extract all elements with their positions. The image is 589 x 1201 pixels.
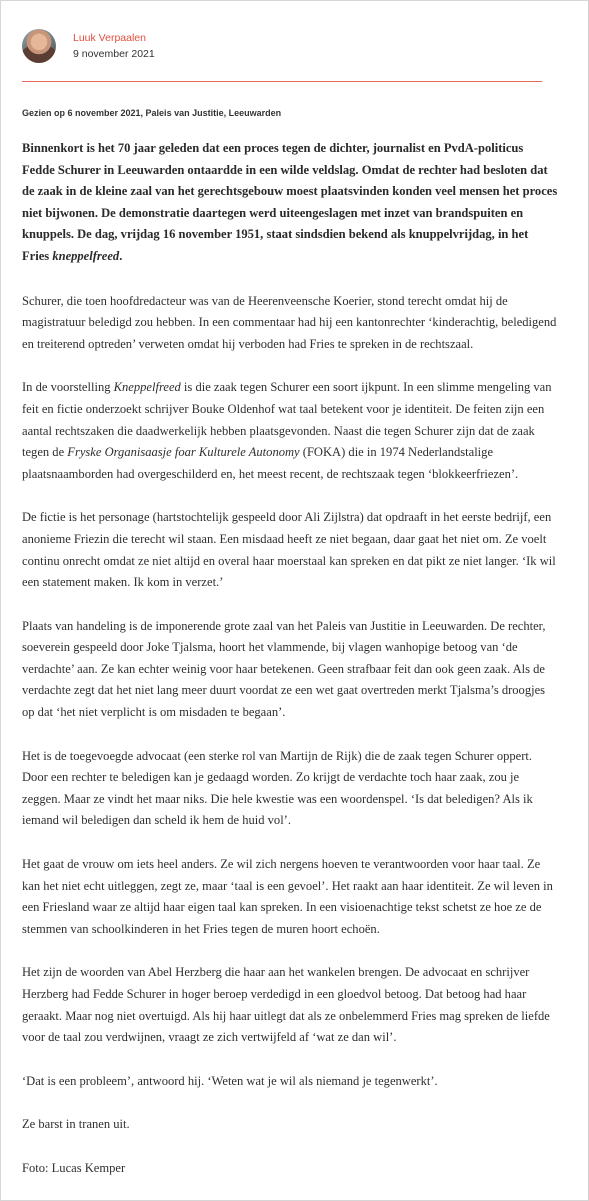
paragraph-text: Schurer, die toen hoofdredacteur was van de Heerenveensche Koerier, stond terecht omdat hij de magistratuur beledigd zou hebben. In een commentaar had hij een kantonrechter ‘kinderachtig, beledigend en treiterend optreden’ verweten omdat hij verboden had Fries te spreken in de rechtszaal. [22, 293, 557, 351]
header-divider [22, 81, 542, 82]
body-paragraph [22, 1071, 558, 1093]
article-body [22, 138, 558, 1180]
paragraph-text: ‘Dat is een probleem’, antwoord hij. ‘Weten wat je wil als niemand je tegenwerkt’. [22, 1073, 438, 1088]
italic-title: Fryske Organisaasje foar Kulturele Autonomy [67, 445, 300, 460]
paragraph-text: In de voorstelling [22, 380, 114, 395]
body-paragraph [22, 377, 558, 485]
paragraph-text: Plaats van handeling is de imponerende grote zaal van het Paleis van Justitie in Leeuwarden. De rechter, soeverein gespeeld door Joke Tjalsma, hoort het vlammende, bij vlagen wanhopige betoog van ‘de verdachte’ aan. Ze kan echter weinig voor haar betekenen. Geen strafbaar feit dan ook geen zaak. Als de verdachte zegt dat het niet lang meer duurt voordat ze een wet gaat overtreden merkt Tjalsma’s droogjes op dat ‘het niet verplicht is om misdaden te begaan’. [22, 618, 546, 720]
author-name[interactable]: Luuk Verpaalen [73, 32, 146, 44]
body-paragraphs [22, 291, 558, 1136]
body-paragraph [22, 291, 558, 356]
paragraph-text: is die zaak tegen Schurer een soort ijkpunt. In een slimme mengeling van feit en fictie onderzoekt schrijver Bouke Oldenhof wat taal betekent voor je identiteit. De feiten zijn een aantal rechtszaken die daadwerkelijk hebben plaatsgevonden. Naast die tegen Schurer zijn dat de zaak tegen de [22, 380, 552, 460]
lead-italic: kneppelfreed [52, 248, 120, 263]
body-paragraph [22, 962, 558, 1048]
paragraph-text: Ze barst in tranen uit. [22, 1117, 130, 1132]
lead-text: Binnenkort is het 70 jaar geleden dat een proces tegen de dichter, journalist en PvdA-politicus Fedde Schurer in Leeuwarden ontaardde in een wilde veldslag. Omdat de rechter had besloten dat de zaak in de kleine zaal van het gerechtsgebouw moest plaatsvinden konden veel mensen het proces niet bijwonen. De demonstratie daartegen werd uiteengeslagen met inzet van brandspuiten en knuppels. De dag, vrijdag 16 november 1951, staat sindsdien bekend als knuppelvrijdag, in het Fries [22, 141, 558, 263]
paragraph-text: Het gaat de vrouw om iets heel anders. Ze wil zich nergens hoeven te verantwoorden voor haar taal. Ze kan het niet echt uitleggen, zegt ze, maar ‘taal is een gevoel’. Het raakt aan haar identiteit. Ze wil leven in een Friesland waar ze altijd haar eigen taal kan spreken. In een visioenachtige tekst schetst ze hoe ze de stemmen van schoolkinderen in het Fries tegen de muren hoort echoën. [22, 857, 553, 936]
post-date: 9 november 2021 [73, 48, 155, 60]
author-avatar[interactable] [22, 29, 56, 63]
lead-end: . [119, 248, 123, 263]
photo-credit: Foto: Lucas Kemper [22, 1160, 126, 1175]
body-paragraph [22, 854, 558, 940]
paragraph-text: Het zijn de woorden van Abel Herzberg die haar aan het wankelen brengen. De advocaat en schrijver Herzberg had Fedde Schurer in hoger beroep verdedigd in een gloedvol betoog. Dat betoog had haar geraakt. Maar nog niet overtuigd. Als hij haar uitlegt dat als ze onbelemmerd Fries mag spreken de liefde voor de taal zou verdwijnen, vraagt ze zich vertwijfeld af ‘wat ze dan wil’. [22, 965, 550, 1045]
paragraph-text: De fictie is het personage (hartstochtelijk gespeeld door Ali Zijlstra) dat opdraaft in het eerste bedrijf, een anonieme Friezin die terecht wil staan. Een misdaad heeft ze niet begaan, daar gaat het niet om. Ze voelt continu onrecht omdat ze niet altijd en overal haar moerstaal kan spreken en dat pikt ze niet langer. ‘Ik wil een statement maken. Ik kom in verzet.’ [22, 510, 556, 590]
paragraph-text: (FOKA) die in 1974 Nederlandstalige plaatsnaamborden had overgeschilderd en, het meest recent, de rechtszaak tegen ‘blokkeerfriezen’. [22, 445, 519, 481]
italic-title: Kneppelfreed [113, 380, 181, 395]
lead-paragraph [22, 138, 558, 268]
body-paragraph [22, 616, 558, 724]
seen-at-line: Gezien op 6 november 2021, Paleis van Justitie, Leeuwarden [22, 108, 282, 118]
body-paragraph [22, 1114, 558, 1136]
body-paragraph [22, 507, 558, 593]
paragraph-text: Het is de toegevoegde advocaat (een sterke rol van Martijn de Rijk) die de zaak tegen Schurer oppert. Door een rechter te beledigen kan je gedaagd worden. Zo krijgt de verdachte toch haar zaak, zou je zeggen. Maar ze vindt het maar niks. Die hele kwestie was een woordenspel. ‘Is dat beledigen? Als ik iemand wil beledigen dan scheld ik hem de huid vol’. [22, 748, 533, 828]
body-paragraph [22, 746, 558, 832]
